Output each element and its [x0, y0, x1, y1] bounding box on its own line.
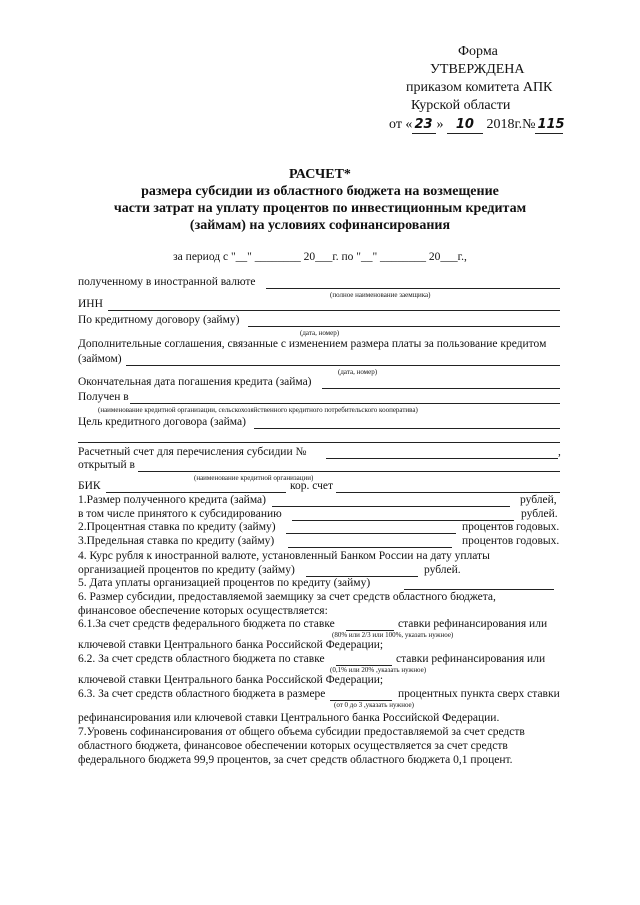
- order-date-line: [389, 117, 563, 134]
- order-label: приказом комитета АПК: [406, 80, 553, 95]
- period-line: за период с "__" ________ 20___г. по "__" ________ 20___г.,: [173, 251, 467, 263]
- item-61b-label: ключевой ставки Центрального банка Российской Федерации;: [78, 639, 384, 651]
- borrower-field[interactable]: [266, 288, 560, 289]
- item-6a-label: 6. Размер субсидии, предоставляемой заемщику за счет средств областного бюджета,: [78, 591, 496, 603]
- final-date-label: Окончательная дата погашения кредита (займа): [78, 376, 312, 388]
- item-3-label: 3.Предельная ставка по кредиту (займу): [78, 535, 275, 547]
- bik-label: БИК: [78, 480, 101, 492]
- order-number: 115: [537, 117, 565, 132]
- item-63a-label: 6.3. За счет средств областного бюджета в размере: [78, 688, 326, 700]
- item-62a-tail: ставки рефинансирования или: [396, 653, 546, 665]
- inn-field[interactable]: [108, 310, 560, 311]
- item-2-field[interactable]: [286, 533, 456, 534]
- opened-in-field[interactable]: [138, 471, 560, 472]
- purpose-field[interactable]: [254, 428, 560, 429]
- item-62a-label: 6.2. За счет средств областного бюджета по ставке: [78, 653, 325, 665]
- order-month: 10: [447, 117, 483, 134]
- additional-hint: (дата, номер): [338, 368, 378, 376]
- doc-subtitle-3: (займам) на условиях софинансирования: [189, 218, 451, 233]
- received-in-label: Получен в: [78, 391, 129, 403]
- item-2-label: 2.Процентная ставка по кредиту (займу): [78, 521, 276, 533]
- additional-label-2: (займом): [78, 353, 122, 365]
- item-63-hint: (от 0 до 3 ,указать нужное): [334, 701, 414, 709]
- purpose-label: Цель кредитного договора (займа): [78, 416, 246, 428]
- bik-field[interactable]: [106, 492, 286, 493]
- region-label: Курской области: [411, 98, 511, 113]
- borrower-hint: (полное наименование заемщика): [330, 291, 431, 299]
- corr-label: кор. счет: [290, 480, 334, 492]
- additional-label-1: Дополнительные соглашения, связанные с изменением размера платы за пользование кредитом: [78, 338, 547, 350]
- order-quote: »: [436, 117, 444, 132]
- item-1a-unit: рублей,: [520, 494, 557, 506]
- item-6b-label: финансовое обеспечение которых осуществляется:: [78, 605, 328, 617]
- order-day: 23: [412, 117, 436, 134]
- inn-label: ИНН: [78, 298, 103, 310]
- item-7a-label: 7.Уровень софинансирования от общего объема субсидии предоставляемой за счет средств: [78, 726, 525, 738]
- account-field[interactable]: [326, 458, 558, 459]
- contract-label: По кредитному договору (займу): [78, 314, 240, 326]
- additional-field[interactable]: [126, 365, 560, 366]
- item-61a-label: 6.1.За счет средств федерального бюджета по ставке: [78, 618, 335, 630]
- item-62b-label: ключевой ставки Центрального банка Российской Федерации;: [78, 674, 384, 686]
- item-4b-label: организацией процентов по кредиту (займу): [78, 564, 295, 576]
- doc-title: РАСЧЕТ*: [289, 167, 351, 182]
- item-7b-label: областного бюджета, финансовое обеспечении которых осуществляется за счет средств: [78, 740, 508, 752]
- approved-label: УТВЕРЖДЕНА: [430, 62, 525, 77]
- item-1a-label: 1.Размер полученного кредита (займа): [78, 494, 266, 506]
- item-1a-field[interactable]: [272, 506, 510, 507]
- doc-subtitle-2: части затрат на уплату процентов по инвестиционным кредитам: [113, 201, 527, 216]
- item-2-unit: процентов годовых.: [462, 521, 560, 533]
- account-comma: ,: [558, 446, 561, 458]
- opened-in-label: открытый в: [78, 459, 135, 471]
- bank-hint: (наименование кредитной организации): [194, 474, 314, 482]
- org-hint: (наименование кредитной организации, сельскохозяйственного кредитного потребительского кооператива): [98, 406, 418, 414]
- item-1b-label: в том числе принятого к субсидированию: [78, 508, 282, 520]
- order-year: 2018г.№: [486, 117, 536, 132]
- received-in-field[interactable]: [130, 403, 560, 404]
- item-5-field[interactable]: [404, 589, 554, 590]
- item-61a-tail: ставки рефинансирования или: [398, 618, 548, 630]
- item-63b-label: рефинансирования или ключевой ставки Центрального банка Российской Федерации.: [78, 712, 500, 724]
- item-61-hint: (80% или 2/3 или 100%, указать нужное): [332, 631, 454, 639]
- foreign-currency-label: полученному в иностранной валюте: [78, 276, 256, 288]
- order-date-prefix: от «: [389, 117, 413, 132]
- form-label: Форма: [458, 44, 498, 59]
- corr-field[interactable]: [336, 492, 560, 493]
- item-5-label: 5. Дата уплаты организацией процентов по кредиту (займу): [78, 577, 371, 589]
- account-label: Расчетный счет для перечисления субсидии №: [78, 446, 307, 458]
- contract-hint: (дата, номер): [300, 329, 340, 337]
- contract-field[interactable]: [248, 326, 560, 327]
- purpose-field-2[interactable]: [78, 442, 560, 443]
- item-3-field[interactable]: [288, 547, 452, 548]
- doc-subtitle-1: размера субсидии из областного бюджета на возмещение: [141, 184, 499, 199]
- item-4a-label: 4. Курс рубля к иностранной валюте, установленный Банком России на дату уплаты: [78, 550, 490, 562]
- final-date-field[interactable]: [322, 388, 560, 389]
- item-62-hint: (0,1% или 20% ,указать нужное): [330, 666, 427, 674]
- item-3-unit: процентов годовых.: [462, 535, 560, 547]
- item-63a-tail: процентных пункта сверх ставки: [398, 688, 560, 700]
- item-7c-label: федерального бюджета 99,9 процентов, за счет средств областного бюджета 0,1 процент.: [78, 754, 513, 766]
- item-1b-unit: рублей.: [521, 508, 558, 520]
- item-4b-unit: рублей.: [424, 564, 461, 576]
